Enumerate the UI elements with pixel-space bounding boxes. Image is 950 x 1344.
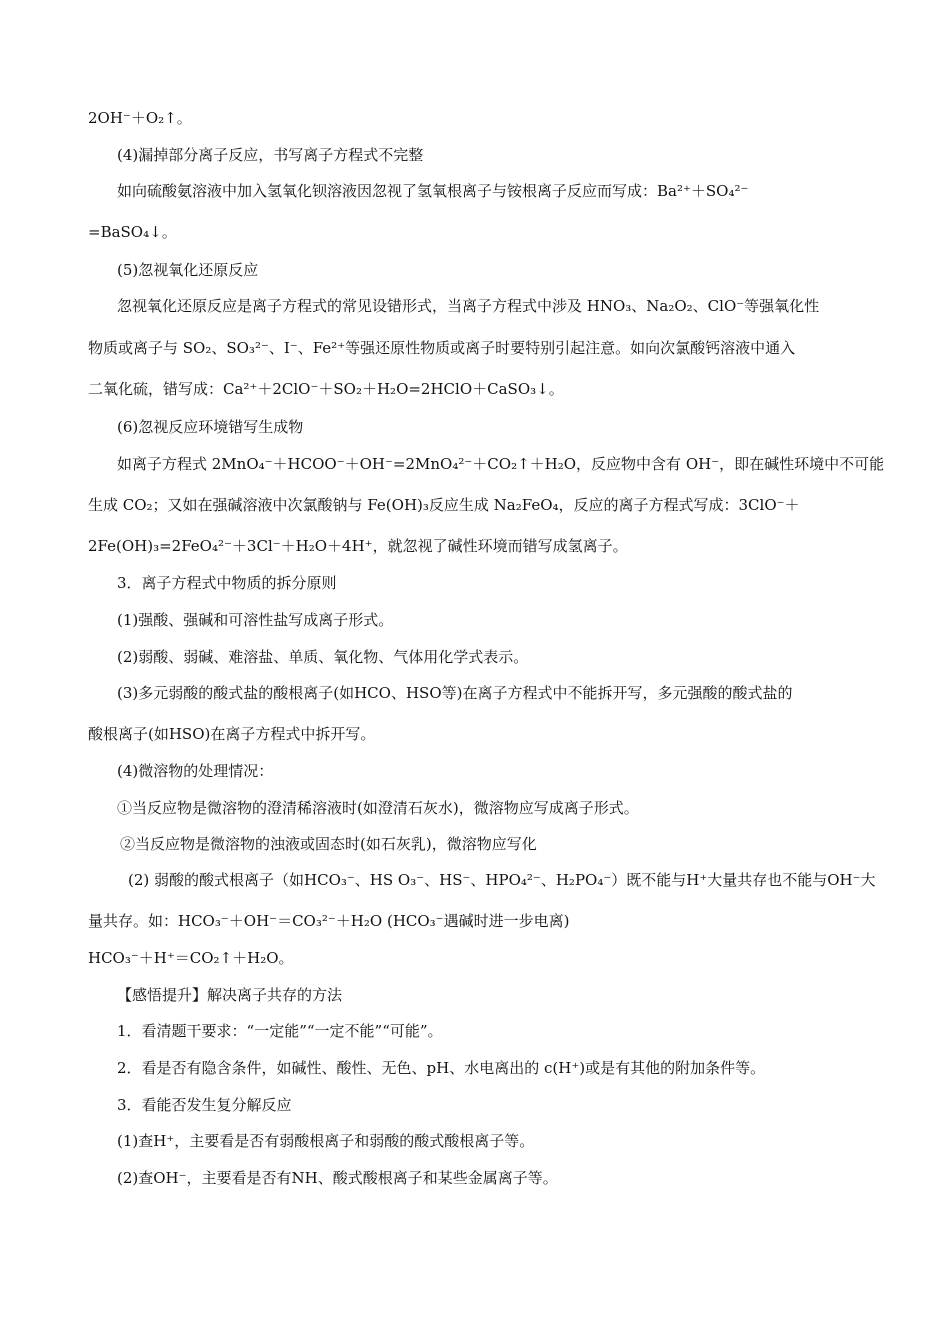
text-line: =BaSO₄↓。	[88, 223, 177, 241]
text-line: 【感悟提升】解决离子共存的方法	[117, 986, 343, 1004]
text-line: 2OH⁻＋O₂↑。	[88, 109, 192, 127]
text-line: (4)漏掉部分离子反应，书写离子方程式不完整	[117, 146, 424, 164]
text-line: (1)强酸、强碱和可溶性盐写成离子形式。	[117, 611, 394, 629]
text-line: 2．看是否有隐含条件，如碱性、酸性、无色、pH、水电离出的 c(H⁺)或是有其他的附加条件等。	[117, 1059, 766, 1077]
text-line: 3．看能否发生复分解反应	[117, 1096, 292, 1114]
text-line: 1．看清题干要求：“一定能”“一定不能”“可能”。	[117, 1022, 443, 1040]
text-line: 2Fe(OH)₃=2FeO₄²⁻＋3Cl⁻＋H₂O＋4H⁺，就忽视了碱性环境而错写成氢离子。	[88, 537, 628, 555]
text-line: (2)弱酸、弱碱、难溶盐、单质、氧化物、气体用化学式表示。	[117, 648, 529, 666]
text-line: 物质或离子与 SO₂、SO₃²⁻、I⁻、Fe²⁺等强还原性物质或离子时要特别引起注意。如向次氯酸钙溶液中通入	[88, 339, 796, 357]
text-line: (4)微溶物的处理情况：	[117, 762, 274, 780]
text-line: (6)忽视反应环境错写生成物	[117, 418, 304, 436]
text-line: (3)多元弱酸的酸式盐的酸根离子(如HCO、HSO等)在离子方程式中不能拆开写，多元强酸的酸式盐的	[117, 684, 793, 702]
text-line: 二氧化硫，错写成：Ca²⁺＋2ClO⁻＋SO₂＋H₂O=2HClO＋CaSO₃↓。	[88, 380, 564, 398]
text-line: 量共存。如：HCO₃⁻＋OH⁻＝CO₃²⁻＋H₂O (HCO₃⁻遇碱时进一步电离)	[88, 912, 570, 930]
text-line: (2)查OH⁻，主要看是否有NH、酸式酸根离子和某些金属离子等。	[117, 1169, 558, 1187]
text-line: 酸根离子(如HSO)在离子方程式中拆开写。	[88, 725, 376, 743]
text-line: (5)忽视氧化还原反应	[117, 261, 259, 279]
text-line: (2) 弱酸的酸式根离子（如HCO₃⁻、HS O₃⁻、HS⁻、HPO₄²⁻、H₂PO₄⁻）既不能与H⁺大量共存也不能与OH⁻大	[128, 871, 876, 889]
text-line: HCO₃⁻＋H⁺＝CO₂↑＋H₂O。	[88, 949, 294, 967]
text-line: (1)查H⁺，主要看是否有弱酸根离子和弱酸的酸式酸根离子等。	[117, 1132, 535, 1150]
text-line: ①当反应物是微溶物的澄清稀溶液时(如澄清石灰水)，微溶物应写成离子形式。	[117, 799, 639, 817]
text-line: 如离子方程式 2MnO₄⁻＋HCOO⁻＋OH⁻=2MnO₄²⁻＋CO₂↑＋H₂O，反应物中含有 OH⁻，即在碱性环境中不可能	[117, 455, 885, 473]
text-line: 3．离子方程式中物质的拆分原则	[117, 574, 337, 592]
text-line: 忽视氧化还原反应是离子方程式的常见设错形式，当离子方程式中涉及 HNO₃、Na₂O₂、ClO⁻等强氧化性	[117, 297, 820, 315]
text-line: ②当反应物是微溶物的浊液或固态时(如石灰乳)，微溶物应写化	[120, 835, 537, 853]
text-line: 生成 CO₂；又如在强碱溶液中次氯酸钠与 Fe(OH)₃反应生成 Na₂FeO₄，反应的离子方程式写成：3ClO⁻＋	[88, 496, 800, 514]
text-line: 如向硫酸氨溶液中加入氢氧化钡溶液因忽视了氢氧根离子与铵根离子反应而写成：Ba²⁺＋SO₄²⁻	[117, 182, 749, 200]
